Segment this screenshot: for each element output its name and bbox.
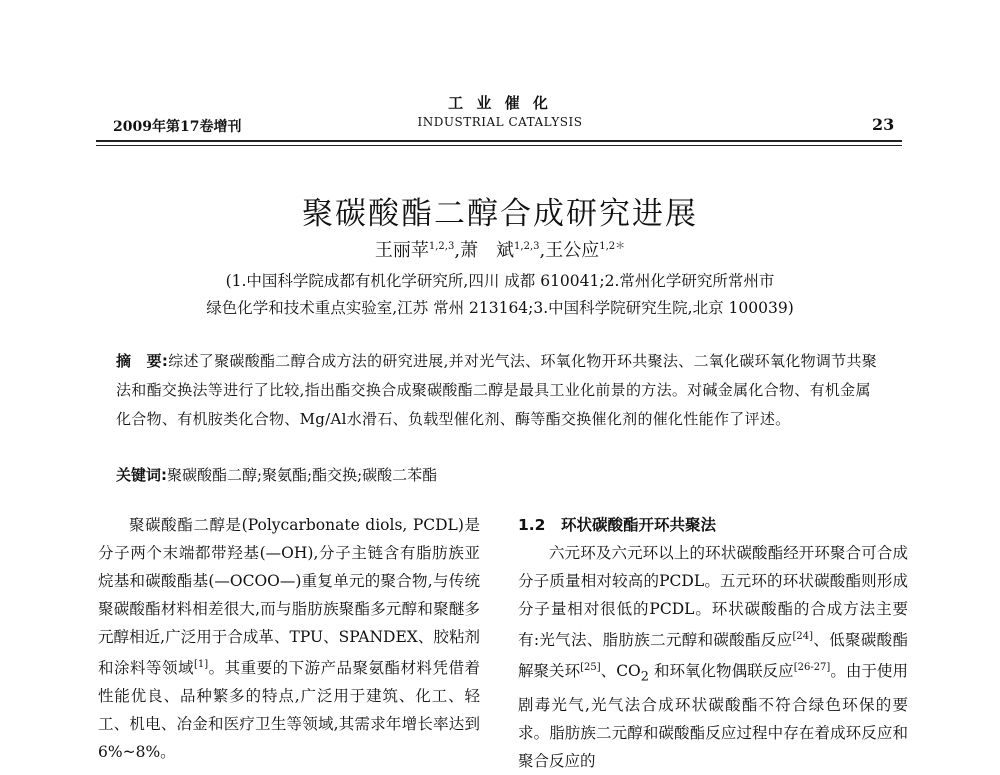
abstract-label: 摘 要: [116, 352, 169, 370]
journal-name-en: INDUSTRIAL CATALYSIS [417, 115, 583, 129]
page-number: 23 [872, 115, 895, 134]
paragraph-text: 和环氧化物偶联反应 [648, 662, 794, 681]
paragraph-text: 、CO [600, 662, 641, 681]
body-right-column [518, 511, 908, 775]
journal-name-cn: 工 业 催 化 [448, 94, 552, 112]
section-heading: 1.2 环状碳酸酯开环共聚法 [518, 516, 716, 534]
issue-info: 2009年第17卷增刊 [113, 119, 242, 135]
citation: [26-27] [793, 662, 831, 674]
paragraph-text: 聚碳酸酯二醇是(Polycarbonate diols, PCDL)是分子两个末端都带羟基(—OH),分子主链含有脂肪族亚烷基和碳酸酯基(—OCOO—)重复单元的聚合物,与传统聚碳酸酯材料相差很大,而与脂肪族聚酯多元醇和聚醚多元醇相近,广泛用于合成革、TPU、SPANDEX、胶粘剂和涂料等领域 [98, 516, 480, 678]
keywords [116, 464, 886, 486]
author-name: 王公应 [545, 240, 600, 261]
author-affiliation-mark: 1,2,3 [514, 241, 540, 252]
affiliation-line: 绿色化学和技术重点实验室,江苏 常州 213164;3.中国科学院研究生院,北京 100039) [206, 299, 794, 317]
paragraph-text: 。其重要的下游产品聚氨酯材料凭借着性能优良、品种繁多的特点,广泛用于建筑、化工、轻工、机电、冶金和医疗卫生等领域,其需求年增长率达到6%~8%。 [98, 659, 480, 762]
subscript: 2 [640, 669, 649, 685]
journal-header [0, 94, 1000, 130]
abstract-text: 综述了聚碳酸酯二醇合成方法的研究进展,并对光气法、环氧化物开环共聚法、二氧化碳环氧化物调节共聚法和酯交换法等进行了比较,指出酯交换合成聚碳酸酯二醇是最具工业化前景的方法。对碱金属化合物、有机金属化合物、有机胺类化合物、Mg/Al水滑石、负载型催化剂、酶等酯交换催化剂的催化性能作了评述。 [116, 352, 878, 428]
citation: [1] [193, 659, 209, 670]
author-name: 萧 斌 [460, 240, 515, 261]
keywords-label: 关键词: [116, 466, 167, 484]
header-rule-thick [96, 140, 902, 142]
author-list: 王丽苹$^{1,2,3}$,萧 斌$^{1,2,3}$,王公应$^{1,2*}$ [374, 240, 626, 261]
author-affiliation-mark: 1,2＊ [599, 241, 626, 252]
citation: [24] [792, 631, 814, 642]
body-left-column [98, 511, 480, 766]
intro-paragraph [98, 511, 480, 766]
affiliations [120, 268, 880, 322]
article-title: 聚碳酸酯二醇合成研究进展 [302, 196, 698, 232]
author-affiliation-mark: 1,2,3 [428, 241, 455, 252]
author-name: 王丽苹 [374, 240, 429, 261]
abstract [116, 347, 886, 434]
paragraph-text: 、低聚碳酸酯解聚关环 [518, 631, 908, 681]
header-rule-thin [96, 145, 902, 146]
affiliation-line: (1.中国科学院成都有机化学研究所,四川 成都 610041;2.常州化学研究所常州市 [225, 272, 775, 290]
paragraph-text: 六元环及六元环以上的环状碳酸酯经开环聚合可合成分子质量相对较高的PCDL。五元环的环状碳酸酯则形成分子量相对很低的PCDL。环状碳酸酯的合成方法主要有:光气法、脂肪族二元醇和碳酸酯反应 [518, 544, 908, 650]
citation: [25] [580, 662, 601, 674]
section-paragraph [518, 539, 908, 775]
keywords-text: 聚碳酸酯二醇;聚氨酯;酯交换;碳酸二苯酯 [167, 466, 438, 484]
paragraph-text: 。由于使用剧毒光气,光气法合成环状碳酸酯不符合绿色环保的要求。脂肪族二元醇和碳酸酯反应过程中存在着成环反应和聚合反应的 [518, 662, 908, 771]
